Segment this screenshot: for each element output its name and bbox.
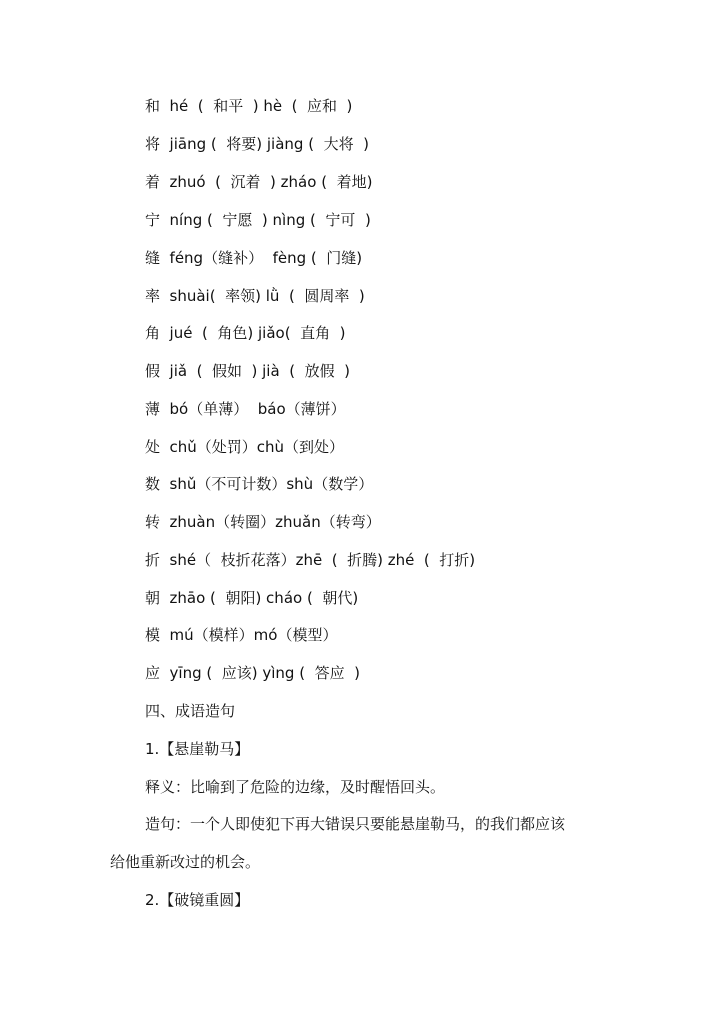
polyphone-line: 模 mú（模样）mó（模型） (145, 626, 338, 644)
polyphone-line: 和 hé ( 和平 ) hè ( 应和 ) (145, 97, 353, 115)
idiom-example-continued: 给他重新改过的机会。 (110, 853, 261, 871)
polyphone-line: 着 zhuó ( 沉着 ) zháo ( 着地) (145, 173, 373, 191)
idiom-example: 造句：一个人即使犯下再大错误只要能悬崖勒马，的我们都应该 (145, 815, 566, 833)
idiom-meaning: 释义：比喻到了危险的边缘，及时醒悟回头。 (145, 778, 446, 796)
polyphone-line: 转 zhuàn（转圈）zhuǎn（转弯） (145, 513, 381, 531)
idiom-heading: 2.【破镜重圆】 (145, 891, 250, 909)
polyphone-line: 应 yīng ( 应该) yìng ( 答应 ) (145, 664, 361, 682)
polyphone-line: 数 shǔ（不可计数）shù（数学） (145, 475, 374, 493)
polyphone-line: 处 chǔ（处罚）chù（到处） (145, 438, 345, 456)
polyphone-line: 薄 bó（单薄） báo（薄饼） (145, 400, 346, 418)
section-heading: 四、成语造句 (145, 702, 236, 720)
polyphone-line: 缝 féng（缝补） fèng ( 门缝) (145, 249, 363, 267)
polyphone-line: 朝 zhāo ( 朝阳) cháo ( 朝代) (145, 589, 359, 607)
polyphone-line: 宁 níng ( 宁愿 ) nìng ( 宁可 ) (145, 211, 371, 229)
polyphone-line: 将 jiāng ( 将要) jiàng ( 大将 ) (145, 135, 369, 153)
polyphone-line: 角 jué ( 角色) jiǎo( 直角 ) (145, 324, 346, 342)
idiom-heading: 1.【悬崖勒马】 (145, 740, 250, 758)
polyphone-line: 折 shé（ 枝折花落）zhē ( 折腾) zhé ( 打折) (145, 551, 476, 569)
polyphone-line: 假 jiǎ ( 假如 ) jià ( 放假 ) (145, 362, 350, 380)
polyphone-line: 率 shuài( 率领) lǜ ( 圆周率 ) (145, 287, 365, 305)
